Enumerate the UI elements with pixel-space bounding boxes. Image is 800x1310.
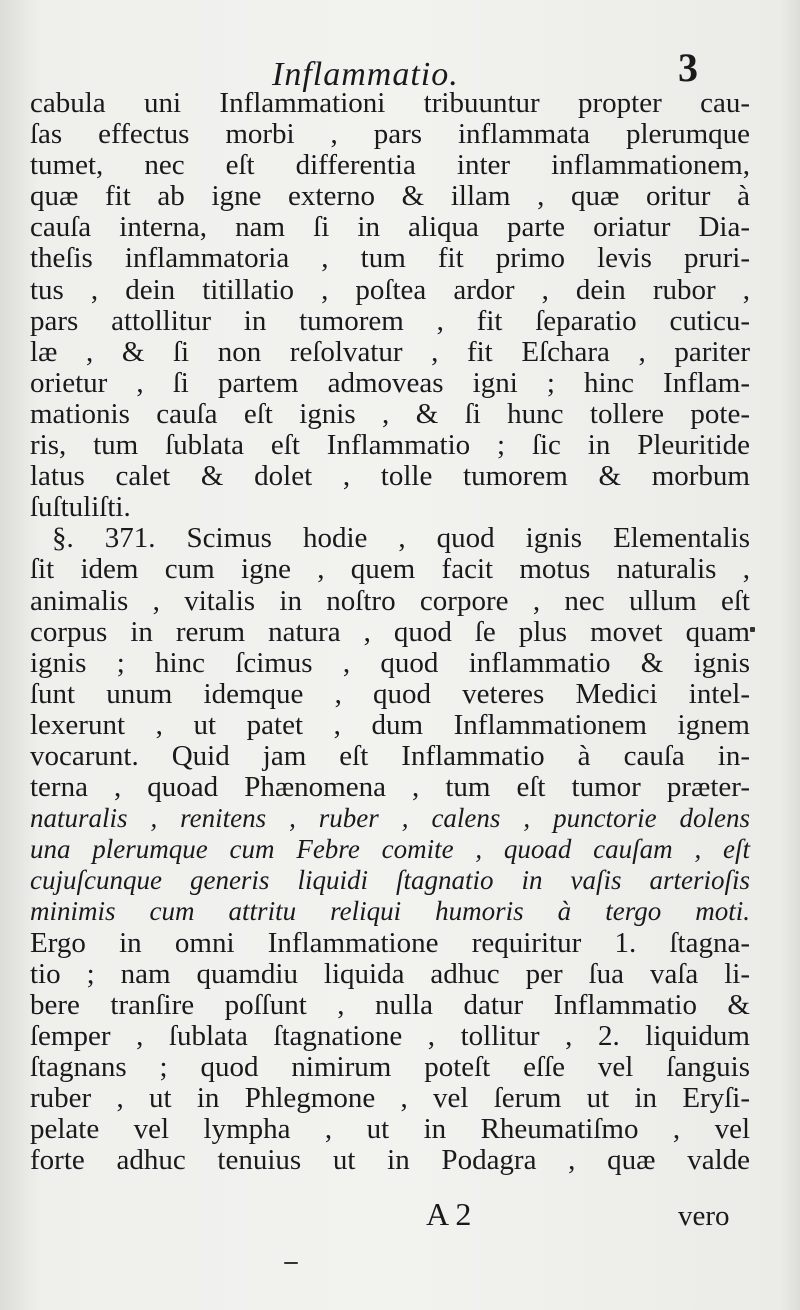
text-line: cauſa interna, nam ſi in aliqua parte oriatur Dia-: [30, 211, 750, 244]
text-line: lexerunt , ut patet , dum Inflammationem ignem: [30, 708, 750, 741]
italic-line: una plerumque cum Febre comite , quoad cauſam , eſt: [30, 834, 750, 865]
text-line: pars attollitur in tumorem , fit ſeparatio cuticu-: [30, 304, 750, 337]
italic-line: minimis cum attritu reliqui humoris à tergo moti.: [30, 896, 750, 927]
italic-line: naturalis , renitens , ruber , calens , punctorie dolens: [30, 803, 750, 834]
ink-speck: [750, 627, 755, 632]
text-line: ſas effectus morbi , pars inflammata plerumque: [30, 118, 750, 151]
text-line: latus calet & dolet , tolle tumorem & morbum: [30, 460, 750, 493]
text-line: læ , & ſi non reſolvatur , fit Eſchara , pariter: [30, 335, 750, 368]
text-line: orietur , ſi partem admoveas igni ; hinc Inflam-: [30, 366, 750, 399]
italic-line: cujuſcunque generis liquidi ſtagnatio in vaſis arterioſis: [30, 865, 750, 896]
text-line: ſemper , ſublata ſtagnatione , tollitur , 2. liquidum: [30, 1019, 750, 1052]
text-line: ſtagnans ; quod nimirum poteſt eſſe vel ſanguis: [30, 1050, 750, 1083]
running-title: Inflammatio.: [272, 56, 459, 93]
ink-speck: [284, 1262, 298, 1264]
text-line: animalis , vitalis in noſtro corpore , nec ullum eſt: [30, 584, 750, 617]
text-line: ſunt unum idemque , quod veteres Medici intel-: [30, 677, 750, 710]
text-line: ignis ; hinc ſcimus , quod inflammatio & ignis: [30, 646, 750, 679]
text-line: tio ; nam quamdiu liquida adhuc per ſua vaſa li-: [30, 957, 750, 990]
section-start-line: §. 371. Scimus hodie , quod ignis Elementalis: [52, 522, 750, 555]
text-line: pelate vel lympha , ut in Rheumatiſmo , vel: [30, 1113, 750, 1146]
text-line: quæ fit ab igne externo & illam , quæ oritur à: [30, 180, 750, 213]
page-footer: [0, 1196, 800, 1236]
text-line: Ergo in omni Inflammatione requiritur 1. ſtagna-: [30, 926, 750, 959]
text-line: bere tranſire poſſunt , nulla datur Inflammatio &: [30, 988, 750, 1021]
text-line: mationis cauſa eſt ignis , & ſi hunc tollere pote-: [30, 397, 750, 430]
text-line: terna , quoad Phænomena , tum eſt tumor præter-: [30, 771, 750, 804]
text-line: forte adhuc tenuius ut in Podagra , quæ valde: [30, 1144, 750, 1177]
text-line: ſit idem cum igne , quem facit motus naturalis ,: [30, 553, 750, 586]
text-line: cabula uni Inflammationi tribuuntur propter cau-: [30, 87, 750, 119]
text-line: ruber , ut in Phlegmone , vel ſerum ut in Eryſi-: [30, 1082, 750, 1114]
text-line: corpus in rerum natura , quod ſe plus movet quam: [30, 615, 750, 648]
text-line: vocarunt. Quid jam eſt Inflammatio à cauſa in-: [30, 739, 750, 772]
text-line: tumet, nec eſt differentia inter inflammationem,: [30, 149, 750, 182]
text-line: ſuſtuliſti.: [30, 491, 131, 524]
text-line: ris, tum ſublata eſt Inflammatio ; ſic in Pleuritide: [30, 429, 750, 462]
body-text: [30, 88, 750, 1176]
text-line: theſis inflammatoria , tum fit primo levis pruri-: [30, 242, 750, 275]
page-number: 3: [678, 45, 698, 90]
text-line: tus , dein titillatio , poſtea ardor , dein rubor ,: [30, 273, 750, 306]
signature-mark: A 2: [426, 1196, 472, 1232]
catchword: vero: [678, 1200, 730, 1232]
